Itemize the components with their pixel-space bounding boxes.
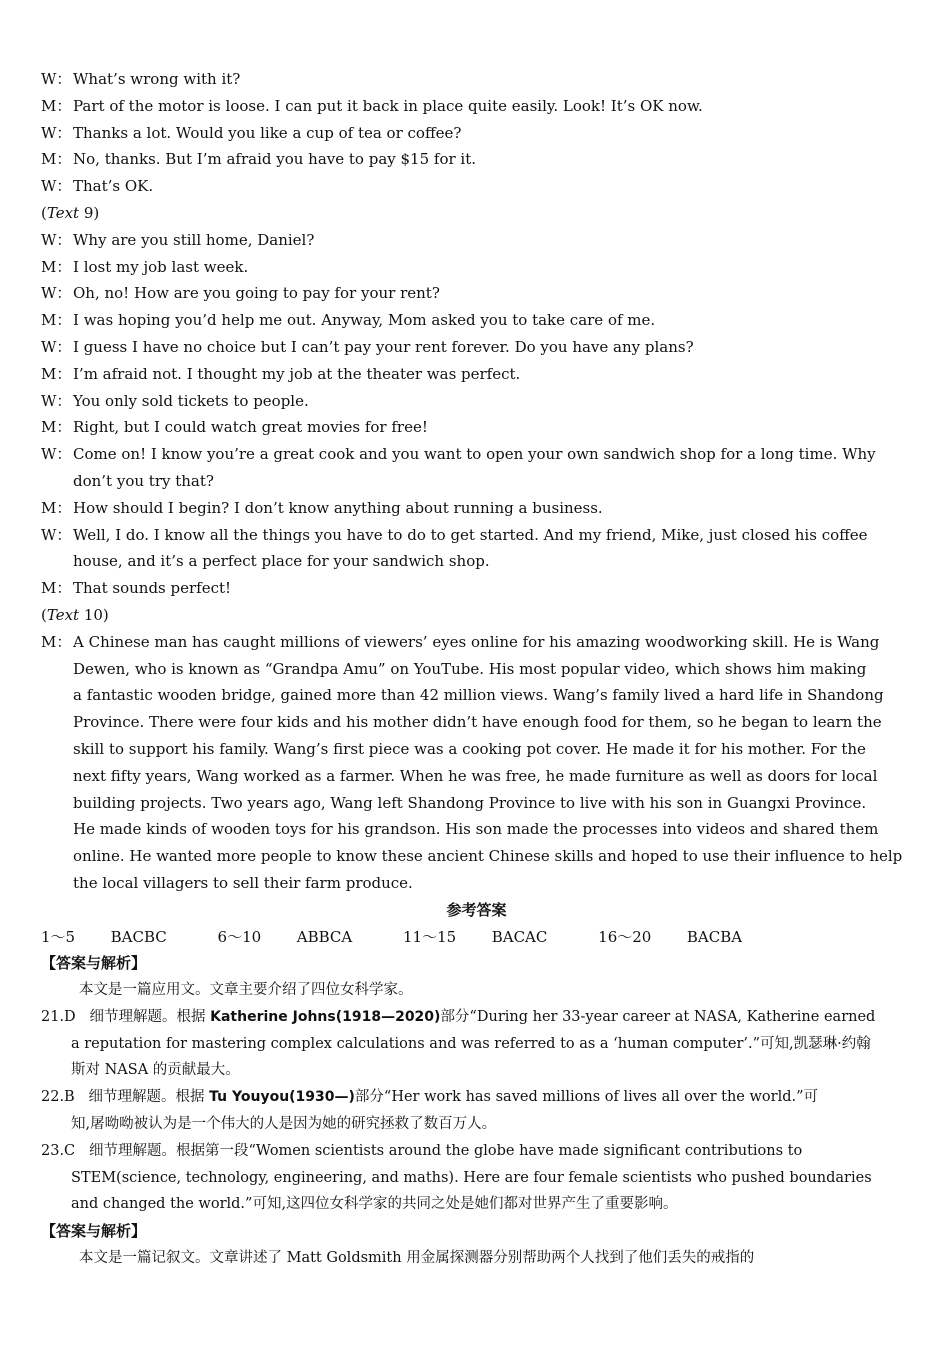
answers-title: 参考答案: [446, 900, 507, 919]
dialogue-line: W： I guess I have no choice but I can’t pay your rent forever. Do you have any plans?: [41, 337, 694, 356]
explanation-item-21: 21.D 细节理解题。根据 Katherine Johns(1918—2020)部分“During her 33-year career at NASA, Katherine earned a reputation for mastering complex calculations and was referred to as a ‘human computer’.”可知,凯瑟琳·约翰 斯对 NASA 的贡献最大。: [41, 1008, 876, 1079]
dialogue-line: W： Thanks a lot. Would you like a cup of tea or coffee?: [41, 123, 462, 142]
text10-label: (Text 10): [41, 605, 109, 624]
section-intro: 本文是一篇应用文。文章主要介绍了四位女科学家。: [79, 982, 413, 999]
dialogue-line: M： I’m afraid not. I thought my job at the theater was perfect.: [41, 364, 521, 383]
dialogue-line: M： That sounds perfect!: [41, 579, 232, 598]
dialogue-line: M： No, thanks. But I’m afraid you have to pay $15 for it.: [41, 150, 477, 169]
text10-monologue: M： A Chinese man has caught millions of viewers’ eyes online for his amazing woodworking skill. He is Wang Dewen, who is known as “Grandpa Amu” on YouTube. His most popular video, which shows him making a fantastic wooden bridge, gained more than 42 million views. Wang’s family lived a hard life in Shandong Province. There were four kids and his mother didn’t have enough food for them, so he began to learn the skill to support his family. Wang’s first piece was a cooking pot cover. He made it for his mother. For the next fifty years, Wang worked as a farmer. When he was free, he made furniture as well as doors for local building projects. Two years ago, Wang left Shandong Province to live with his son in Guangxi Province. He made kinds of wooden toys for his grandson. His son made the processes into videos and shared them online. He wanted more people to know these ancient Chinese skills and hoped to use their influence to help the local villagers to sell their farm produce.: [41, 632, 903, 892]
answer-group: 6～10 ABBCA: [217, 927, 353, 946]
dialogue-line: M： I was hoping you’d help me out. Anyway, Mom asked you to take care of me.: [41, 311, 656, 330]
dialogue-line: M： How should I begin? I don’t know anything about running a business.: [41, 498, 603, 517]
dialogue-line: M： I lost my job last week.: [41, 257, 249, 276]
text8-dialogue: [41, 66, 912, 200]
section-intro: 本文是一篇记叙文。文章讲述了 Matt Goldsmith 用金属探测器分别帮助两个人找到了他们丢失的戒指的: [79, 1250, 755, 1267]
dialogue-line: W： That’s OK.: [41, 177, 154, 196]
dialogue-line: W： You only sold tickets to people.: [41, 391, 309, 410]
explanation-item-23: 23.C 细节理解题。根据第一段“Women scientists around the globe have made significant contributions to STEM(science, technology, engineering, and maths). Here are four female scientists who pushed boundaries and changed the world.”可知,这四位女科学家的共同之处是她们都对世界产生了重要影响。: [41, 1142, 872, 1213]
text9-dialogue: [41, 227, 912, 602]
section-heading: 【答案与解析】: [41, 954, 147, 973]
dialogue-line: W： Why are you still home, Daniel?: [41, 230, 315, 249]
dialogue-line: M： Part of the motor is loose. I can put it back in place quite easily. Look! It’s OK now.: [41, 96, 703, 115]
section-heading: 【答案与解析】: [41, 1222, 147, 1241]
answer-group: 11～15 BACAC: [402, 927, 548, 946]
dialogue-line: W： Well, I do. I know all the things you have to do to get started. And my friend, Mike, just closed his coffee house, and it’s a perfect place for your sandwich shop.: [41, 525, 868, 571]
answer-group: 16～20 BACBA: [598, 927, 743, 946]
dialogue-line: W： What’s wrong with it?: [41, 70, 241, 88]
answer-group: 1～5 BACBC: [41, 927, 167, 946]
dialogue-line: W： Oh, no! How are you going to pay for your rent?: [41, 284, 440, 303]
dialogue-line: W： Come on! I know you’re a great cook and you want to open your own sandwich shop for a long time. Why don’t you try that?: [41, 445, 876, 490]
dialogue-line: M： Right, but I could watch great movies for free!: [41, 418, 428, 437]
answer-key: [41, 924, 912, 951]
text9-label: (Text 9): [41, 203, 100, 222]
explanation-item-22: 22.B 细节理解题。根据 Tu Youyou(1930—)部分“Her work has saved millions of lives all over the world.”可 知,屠呦呦被认为是一个伟大的人是因为她的研究拯救了数百万人。: [41, 1089, 819, 1133]
